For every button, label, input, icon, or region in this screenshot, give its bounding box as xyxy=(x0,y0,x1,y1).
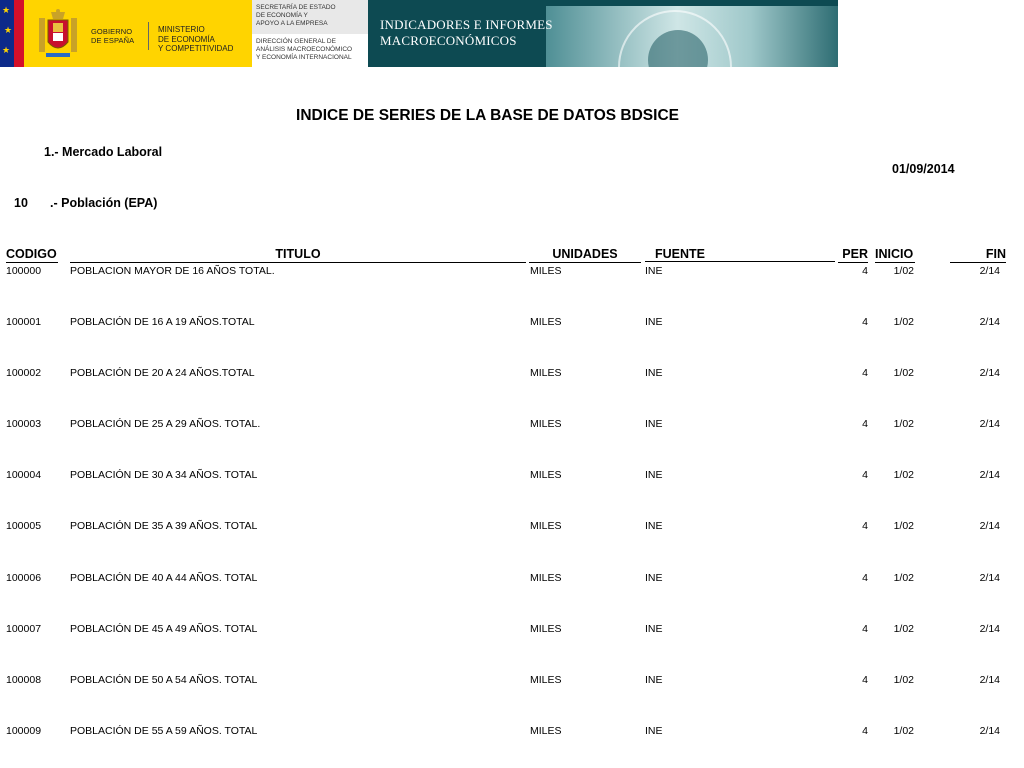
cell-inicio: 1/02 xyxy=(893,265,914,277)
cell-codigo: 100006 xyxy=(6,572,42,584)
cell-unidades: MILES xyxy=(530,469,562,481)
column-header-titulo: TITULO xyxy=(70,247,526,263)
table-row xyxy=(0,264,1024,278)
cell-per: 4 xyxy=(862,572,868,584)
cell-titulo: POBLACIÓN DE 40 A 44 AÑOS. TOTAL xyxy=(70,572,258,584)
cell-fin: 2/14 xyxy=(979,623,1000,635)
column-header-unidades: UNIDADES xyxy=(529,247,641,263)
cell-inicio: 1/02 xyxy=(893,367,914,379)
cell-fin: 2/14 xyxy=(979,572,1000,584)
cell-titulo: POBLACIÓN DE 30 A 34 AÑOS. TOTAL xyxy=(70,469,258,481)
table-row xyxy=(0,417,1024,431)
table-row xyxy=(0,571,1024,585)
cell-titulo: POBLACION MAYOR DE 16 AÑOS TOTAL. xyxy=(70,265,275,277)
section-heading: 1.- Mercado Laboral xyxy=(44,145,163,159)
cell-unidades: MILES xyxy=(530,367,562,379)
cell-fuente: INE xyxy=(645,469,663,481)
cell-fin: 2/14 xyxy=(979,418,1000,430)
cell-fuente: INE xyxy=(645,418,663,430)
cell-inicio: 1/02 xyxy=(893,469,914,481)
cell-titulo: POBLACIÓN DE 45 A 49 AÑOS. TOTAL xyxy=(70,623,258,635)
direccion-text: DIRECCIÓN GENERAL DE ANÁLISIS MACROECONÓMICO Y ECONOMÍA INTERNACIONAL xyxy=(256,38,353,61)
cell-inicio: 1/02 xyxy=(893,674,914,686)
cell-codigo: 100000 xyxy=(6,265,42,277)
cell-titulo: POBLACIÓN DE 35 A 39 AÑOS. TOTAL xyxy=(70,520,258,532)
column-header-inicio: INICIO xyxy=(875,247,914,261)
subsection-number: 10 xyxy=(14,196,28,210)
cell-unidades: MILES xyxy=(530,418,562,430)
cell-unidades: MILES xyxy=(530,725,562,737)
eu-flag: ★ ★ ★ xyxy=(0,0,24,67)
cell-inicio: 1/02 xyxy=(893,572,914,584)
cell-codigo: 100003 xyxy=(6,418,42,430)
table-row xyxy=(0,519,1024,533)
cell-codigo: 100004 xyxy=(6,469,42,481)
cell-per: 4 xyxy=(862,418,868,430)
cell-titulo: POBLACIÓN DE 16 A 19 AÑOS.TOTAL xyxy=(70,316,255,328)
column-header-fuente: FUENTE xyxy=(645,247,835,262)
gobierno-text: GOBIERNO DE ESPAÑA xyxy=(91,27,135,45)
cell-per: 4 xyxy=(862,265,868,277)
cell-titulo: POBLACIÓN DE 20 A 24 AÑOS.TOTAL xyxy=(70,367,255,379)
cell-titulo: POBLACIÓN DE 55 A 59 AÑOS. TOTAL xyxy=(70,725,258,737)
table-row xyxy=(0,724,1024,738)
page-title: INDICE DE SERIES DE LA BASE DE DATOS BDSICE xyxy=(296,107,679,124)
cell-titulo: POBLACIÓN DE 50 A 54 AÑOS. TOTAL xyxy=(70,674,258,686)
cell-fuente: INE xyxy=(645,316,663,328)
table-row xyxy=(0,366,1024,380)
cell-unidades: MILES xyxy=(530,572,562,584)
gobierno-logo-block xyxy=(24,0,252,67)
cell-fuente: INE xyxy=(645,520,663,532)
cell-codigo: 100005 xyxy=(6,520,42,532)
cell-codigo: 100002 xyxy=(6,367,42,379)
cell-per: 4 xyxy=(862,469,868,481)
table-row xyxy=(0,468,1024,482)
cell-codigo: 100001 xyxy=(6,316,42,328)
cell-fuente: INE xyxy=(645,725,663,737)
subsection-heading: .- Población (EPA) xyxy=(50,196,158,210)
cell-fin: 2/14 xyxy=(979,674,1000,686)
cell-fuente: INE xyxy=(645,674,663,686)
header-banner xyxy=(0,0,838,67)
column-header-fin: FIN xyxy=(950,247,1006,263)
cell-fin: 2/14 xyxy=(979,520,1000,532)
column-header-per: PER xyxy=(838,247,868,263)
cell-codigo: 100008 xyxy=(6,674,42,686)
cell-fin: 2/14 xyxy=(979,316,1000,328)
cell-fin: 2/14 xyxy=(979,469,1000,481)
cell-unidades: MILES xyxy=(530,674,562,686)
cell-per: 4 xyxy=(862,725,868,737)
cell-fin: 2/14 xyxy=(979,725,1000,737)
ministerio-text: MINISTERIO DE ECONOMÍA Y COMPETITIVIDAD xyxy=(158,25,234,53)
banner-title: INDICADORES E INFORMES MACROECONÓMICOS xyxy=(380,17,553,48)
column-header-codigo: CODIGO xyxy=(6,247,57,261)
cell-inicio: 1/02 xyxy=(893,418,914,430)
cell-fuente: INE xyxy=(645,367,663,379)
secretaria-text: SECRETARÍA DE ESTADO DE ECONOMÍA Y APOYO A LA EMPRESA xyxy=(256,4,336,27)
cell-inicio: 1/02 xyxy=(893,623,914,635)
document-date: 01/09/2014 xyxy=(892,162,955,176)
cell-fuente: INE xyxy=(645,572,663,584)
table-row xyxy=(0,673,1024,687)
cell-unidades: MILES xyxy=(530,520,562,532)
coat-of-arms-icon xyxy=(36,8,80,60)
cell-unidades: MILES xyxy=(530,316,562,328)
indicadores-title-band xyxy=(368,0,838,67)
cell-unidades: MILES xyxy=(530,265,562,277)
cell-fin: 2/14 xyxy=(979,265,1000,277)
cell-per: 4 xyxy=(862,674,868,686)
cell-codigo: 100009 xyxy=(6,725,42,737)
cell-per: 4 xyxy=(862,316,868,328)
cell-per: 4 xyxy=(862,520,868,532)
cell-per: 4 xyxy=(862,367,868,379)
secretaria-block xyxy=(252,0,368,67)
cell-titulo: POBLACIÓN DE 25 A 29 AÑOS. TOTAL. xyxy=(70,418,261,430)
cell-fuente: INE xyxy=(645,265,663,277)
table-row xyxy=(0,315,1024,329)
cell-fin: 2/14 xyxy=(979,367,1000,379)
cell-inicio: 1/02 xyxy=(893,725,914,737)
cell-fuente: INE xyxy=(645,623,663,635)
cell-unidades: MILES xyxy=(530,623,562,635)
cell-codigo: 100007 xyxy=(6,623,42,635)
cell-inicio: 1/02 xyxy=(893,520,914,532)
cell-per: 4 xyxy=(862,623,868,635)
table-row xyxy=(0,622,1024,636)
cell-inicio: 1/02 xyxy=(893,316,914,328)
